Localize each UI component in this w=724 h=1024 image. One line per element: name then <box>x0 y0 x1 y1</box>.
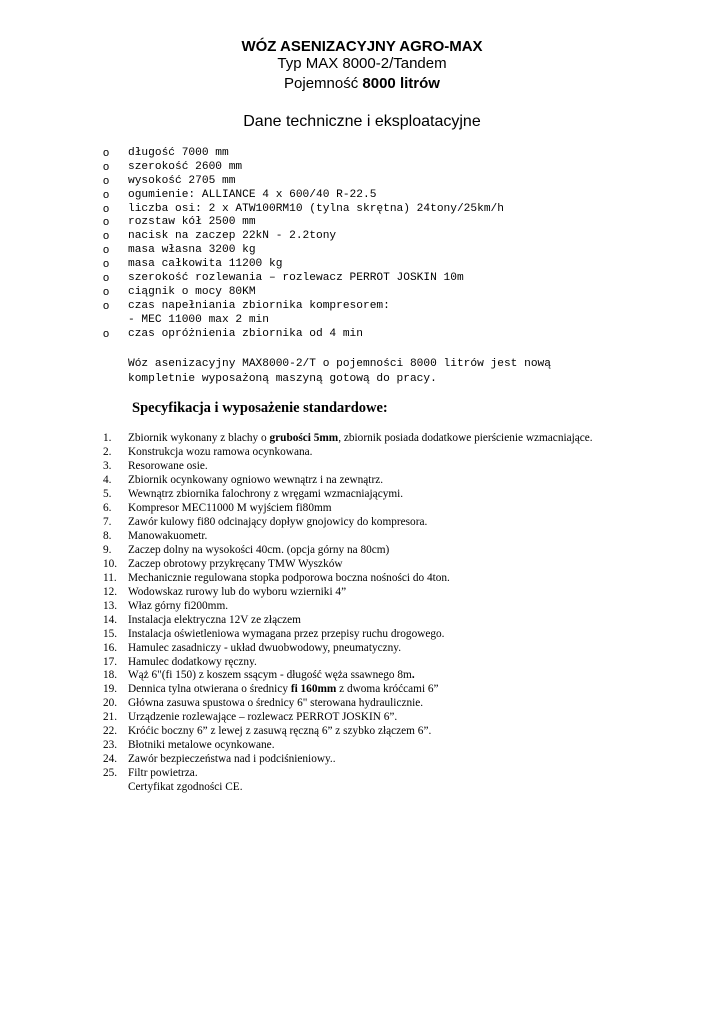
spec-item-text: Zbiornik wykonany z blachy o <box>128 432 270 444</box>
spec-item <box>103 614 703 628</box>
certificate-note: Certyfikat zgodności CE. <box>128 781 243 793</box>
tech-data-list <box>103 147 703 341</box>
spec-item-number: 13. <box>103 599 118 612</box>
spec-item <box>103 669 703 683</box>
list-item-text: masa całkowita 11200 kg <box>128 258 283 271</box>
spec-item-number: 21. <box>103 711 118 724</box>
list-item-text: szerokość 2600 mm <box>128 160 243 173</box>
list-item <box>103 189 703 203</box>
spec-item <box>103 586 703 600</box>
list-item <box>103 286 703 300</box>
spec-item-text: Kompresor MEC11000 M wyjściem fi80mm <box>128 501 332 514</box>
list-item <box>103 258 703 272</box>
spec-item <box>103 642 703 656</box>
spec-item <box>103 767 703 781</box>
list-item <box>103 147 703 161</box>
spec-item <box>103 628 703 642</box>
spec-item-number: 9. <box>103 543 112 556</box>
spec-item-number: 6. <box>103 501 112 514</box>
section-heading: Dane techniczne i eksploatacyjne <box>243 113 481 130</box>
spec-item-number: 4. <box>103 473 112 486</box>
spec-item-text: Zawór kulowy fi80 odcinający dopływ gnojowicy do kompresora. <box>128 515 428 528</box>
spec-item-number: 14. <box>103 613 118 626</box>
spec-item <box>103 516 703 530</box>
list-item-text: czas opróżnienia zbiornika od 4 min <box>128 327 363 340</box>
spec-item-text: Hamulec dodatkowy ręczny. <box>128 655 257 668</box>
bullet-marker: o <box>103 216 110 229</box>
spec-item <box>103 460 703 474</box>
list-item <box>103 175 703 189</box>
spec-item <box>103 502 703 516</box>
spec-item-number: 8. <box>103 529 112 542</box>
spec-item-number: 12. <box>103 585 118 598</box>
model-type: Typ MAX 8000-2/Tandem <box>277 55 447 72</box>
bullet-marker: o <box>103 147 110 159</box>
spec-item-text: Instalacja oświetleniowa wymagana przez przepisy ruchu drogowego. <box>128 627 445 640</box>
bullet-marker: o <box>103 327 110 340</box>
spec-item-text: Hamulec zasadniczy - układ dwuobwodowy, pneumatyczny. <box>128 641 402 654</box>
spec-item-text: Króćic boczny 6” z lewej z zasuwą ręczną 6” z szybko złączem 6”. <box>128 725 432 738</box>
spec-item-number: 25. <box>103 767 118 780</box>
spec-item <box>103 683 703 697</box>
spec-item-text: Manowakuometr. <box>128 529 208 542</box>
list-item-text: liczba osi: 2 x ATW100RM10 (tylna skrętna) 24tony/25km/h <box>128 202 504 215</box>
list-item-text: szerokość rozlewania – rozlewacz PERROT JOSKIN 10m <box>128 272 464 285</box>
list-item <box>103 203 703 217</box>
spec-item <box>103 544 703 558</box>
spec-item-text: Właz górny fi200mm. <box>128 599 229 612</box>
spec-item-text: Konstrukcja wozu ramowa ocynkowana. <box>128 445 313 458</box>
spec-item-text: Zaczep obrotowy przykręcany TMW Wyszków <box>128 557 343 570</box>
document-title: WÓZ ASENIZACYJNY AGRO-MAX <box>241 38 483 55</box>
spec-item <box>103 725 703 739</box>
spec-item <box>103 656 703 670</box>
spec-heading: Specyfikacja i wyposażenie standardowe: <box>132 400 388 416</box>
spec-item-bold-text: . <box>411 669 415 682</box>
list-item-text: długość 7000 mm <box>128 147 229 159</box>
spec-item <box>103 488 703 502</box>
spec-item-text: Wewnątrz zbiornika falochrony z wręgami wzmacniającymi. <box>128 487 404 500</box>
spec-item <box>103 432 703 446</box>
intro-line: Wóz asenizacyjny MAX8000-2/T o pojemności 8000 litrów jest nową <box>128 358 551 370</box>
capacity-value: 8000 litrów <box>362 75 440 92</box>
spec-item-text: Zbiornik ocynkowany ogniowo wewnątrz i na zewnątrz. <box>128 473 384 486</box>
intro-paragraph <box>128 357 688 387</box>
bullet-marker: o <box>103 230 110 243</box>
bullet-marker: o <box>103 285 110 298</box>
list-item-text: wysokość 2705 mm <box>128 174 236 187</box>
spec-item-number: 1. <box>103 432 112 444</box>
intro-line: kompletnie wyposażoną maszyną gotową do pracy. <box>128 373 437 385</box>
spec-item <box>103 446 703 460</box>
list-item-text: rozstaw kół 2500 mm <box>128 216 256 229</box>
list-item <box>103 272 703 286</box>
spec-item-text: Błotniki metalowe ocynkowane. <box>128 739 275 752</box>
spec-item-number: 19. <box>103 683 118 696</box>
bullet-marker: o <box>103 244 110 257</box>
spec-item-number: 5. <box>103 487 112 500</box>
spec-item-number: 17. <box>103 655 118 668</box>
spec-item-bold-text: fi 160mm <box>290 683 337 696</box>
list-item <box>103 230 703 244</box>
spec-item <box>103 711 703 725</box>
spec-item-text: Instalacja elektryczna 12V ze złączem <box>128 613 301 626</box>
list-item-continuation <box>103 314 703 328</box>
spec-item-number: 20. <box>103 697 118 710</box>
list-item-text: ciągnik o mocy 80KM <box>128 285 256 298</box>
spec-item <box>103 600 703 614</box>
spec-item <box>103 572 703 586</box>
spec-item-number: 18. <box>103 669 118 682</box>
bullet-marker: o <box>103 174 110 187</box>
spec-item-text: Główna zasuwa spustowa o średnicy 6" sterowana hydraulicznie. <box>128 697 424 710</box>
spec-item-text: Wodowskaz rurowy lub do wyboru wzierniki 4” <box>128 585 347 598</box>
spec-item-number: 23. <box>103 739 118 752</box>
spec-item <box>103 474 703 488</box>
spec-item-number: 15. <box>103 627 118 640</box>
spec-item-text: z dwoma króćcami 6” <box>336 683 439 696</box>
spec-item <box>103 697 703 711</box>
list-item <box>103 328 703 342</box>
list-item-text: masa własna 3200 kg <box>128 244 256 257</box>
spec-item-number: 2. <box>103 445 112 458</box>
bullet-marker: o <box>103 272 110 285</box>
bullet-marker: o <box>103 160 110 173</box>
list-item <box>103 216 703 230</box>
spec-item-number: 10. <box>103 557 118 570</box>
spec-item-text: Zawór bezpieczeństwa nad i podciśnieniowy.. <box>128 753 336 766</box>
bullet-marker: o <box>103 258 110 271</box>
spec-item-text: Wąż 6"(fi 150) z koszem ssącym - długość węża ssawnego 8m <box>128 669 412 682</box>
capacity-prefix: Pojemność <box>284 75 363 92</box>
spec-item-text: Filtr powietrza. <box>128 767 198 780</box>
capacity-line <box>0 75 724 92</box>
list-item-text: czas napełniania zbiornika kompresorem: <box>128 299 390 312</box>
spec-item <box>103 753 703 767</box>
spec-item <box>103 739 703 753</box>
bullet-marker: o <box>103 202 110 215</box>
bullet-marker: o <box>103 299 110 312</box>
spec-item-text: Mechanicznie regulowana stopka podporowa boczna nośności do 4ton. <box>128 571 450 584</box>
spec-list <box>103 432 703 781</box>
list-item <box>103 300 703 314</box>
list-item <box>103 244 703 258</box>
spec-item-text: Resorowane osie. <box>128 459 208 472</box>
list-item-text: - MEC 11000 max 2 min <box>128 313 269 326</box>
list-item-text: ogumienie: ALLIANCE 4 x 600/40 R-22.5 <box>128 188 377 201</box>
spec-item <box>103 530 703 544</box>
spec-item <box>103 558 703 572</box>
list-item <box>103 161 703 175</box>
spec-item-text: , zbiornik posiada dodatkowe pierścienie wzmacniające. <box>338 432 593 444</box>
spec-item-number: 16. <box>103 641 118 654</box>
list-item-text: nacisk na zaczep 22kN - 2.2tony <box>128 230 337 243</box>
spec-item-number: 22. <box>103 725 118 738</box>
spec-item-number: 24. <box>103 753 118 766</box>
spec-item-number: 11. <box>103 571 117 584</box>
spec-item-text: Dennica tylna otwierana o średnicy <box>128 683 291 696</box>
spec-item-text: Urządzenie rozlewające – rozlewacz PERROT JOSKIN 6”. <box>128 711 398 724</box>
spec-item-text: Zaczep dolny na wysokości 40cm. (opcja górny na 80cm) <box>128 543 390 556</box>
spec-item-number: 7. <box>103 515 112 528</box>
spec-item-number: 3. <box>103 459 112 472</box>
spec-item-bold-text: grubości 5mm <box>269 432 339 444</box>
bullet-marker: o <box>103 188 110 201</box>
